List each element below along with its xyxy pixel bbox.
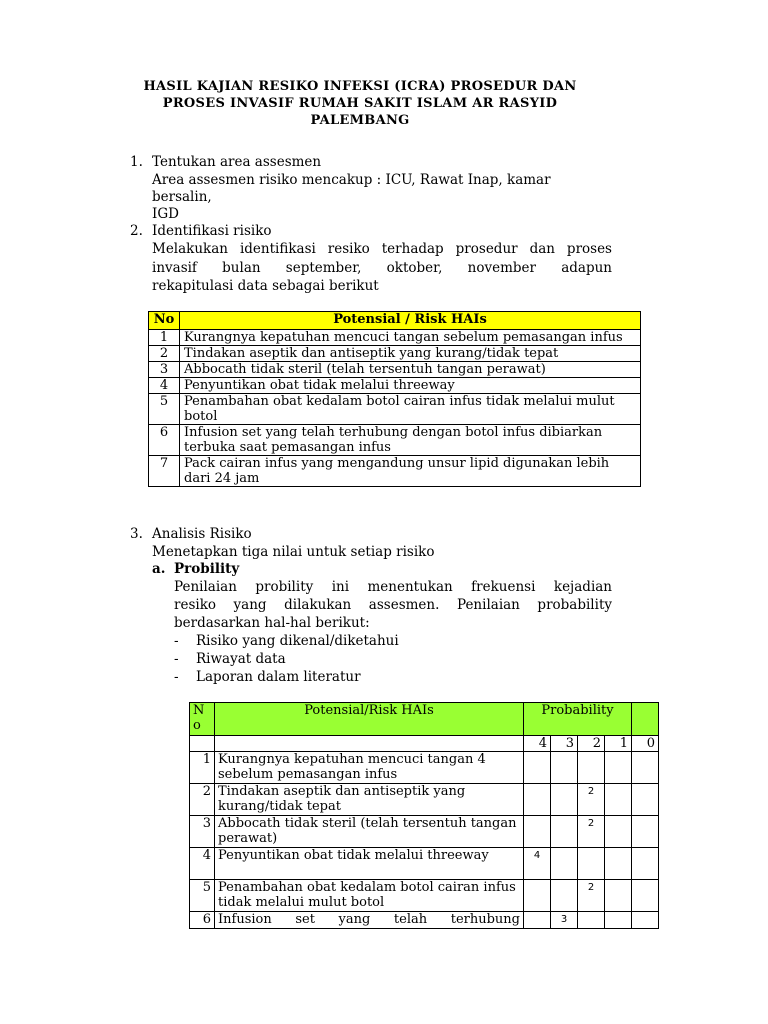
score-4 [524, 912, 551, 929]
section-2-line-2: invasif bulan september, oktober, november adapun [152, 260, 612, 276]
score-1 [605, 848, 632, 880]
row-text: Penyuntikan obat tidak melalui threeway [180, 378, 641, 394]
row-text: Tindakan aseptik dan antiseptik yang kurang/tidak tepat [215, 784, 524, 816]
bullet-item: Laporan dalam literatur [196, 669, 361, 685]
score-4 [524, 880, 551, 912]
row-text: Penambahan obat kedalam botol cairan infus tidak melalui mulut botol [180, 394, 641, 425]
scale-1: 1 [605, 736, 632, 752]
score-4 [524, 784, 551, 816]
bullet-mark: - [174, 669, 179, 685]
probability-table [189, 702, 659, 929]
header-no: No [149, 312, 180, 330]
section-2-line-1: Melakukan identifikasi resiko terhadap prosedur dan proses [152, 241, 612, 257]
section-1-line-3: IGD [152, 206, 179, 222]
table-row [190, 816, 659, 848]
row-text: Penyuntikan obat tidak melalui threeway [215, 848, 524, 880]
title-line-1: HASIL KAJIAN RESIKO INFEKSI (ICRA) PROSEDUR DAN [143, 79, 577, 94]
score-3 [551, 848, 578, 880]
bullet-mark: - [174, 633, 179, 649]
header-probability: Probability [524, 703, 632, 736]
score-1 [605, 752, 632, 784]
section-1-heading: Tentukan area assesmen [152, 154, 322, 170]
table-row [190, 880, 659, 912]
scale-3: 3 [551, 736, 578, 752]
section-3-intro: Menetapkan tiga nilai untuk setiap risiko [152, 544, 435, 560]
score-0 [632, 752, 659, 784]
sub-a-title: Probility [174, 561, 240, 577]
table-row [149, 362, 641, 378]
table-row [149, 394, 641, 425]
row-no: 1 [190, 752, 215, 784]
table-row [149, 378, 641, 394]
scale-2: 2 [578, 736, 605, 752]
title-line-3: PALEMBANG [310, 113, 410, 128]
score-3 [551, 880, 578, 912]
score-0 [632, 848, 659, 880]
score-2 [578, 752, 605, 784]
score-4 [524, 752, 551, 784]
table-row [149, 425, 641, 456]
row-no: 4 [190, 848, 215, 880]
scale-empty [190, 736, 215, 752]
row-no: 4 [149, 378, 180, 394]
row-text: Pack cairan infus yang mengandung unsur lipid digunakan lebih dari 24 jam [180, 456, 641, 487]
score-0 [632, 784, 659, 816]
score-0 [632, 912, 659, 929]
document-title [110, 78, 610, 129]
row-no: 6 [190, 912, 215, 929]
table-row [149, 330, 641, 346]
section-1-number: 1. [130, 154, 143, 170]
score-0 [632, 816, 659, 848]
row-no: 2 [190, 784, 215, 816]
sub-a-label: a. [152, 561, 166, 577]
header-no: N o [190, 703, 215, 736]
table-header-row [190, 703, 659, 736]
row-no: 3 [190, 816, 215, 848]
table-row [190, 848, 659, 880]
score-4: 4 [524, 848, 551, 880]
row-no: 1 [149, 330, 180, 346]
score-2: 2 [578, 880, 605, 912]
section-2-line-3: rekapitulasi data sebagai berikut [152, 278, 379, 294]
table-row [190, 752, 659, 784]
header-risk: Potensial/Risk HAIs [215, 703, 524, 736]
score-1 [605, 784, 632, 816]
table-row [149, 346, 641, 362]
scale-empty [215, 736, 524, 752]
score-2 [578, 912, 605, 929]
section-1-line-2: bersalin, [152, 189, 212, 205]
scale-0: 0 [632, 736, 659, 752]
row-text: Tindakan aseptik dan antiseptik yang kurang/tidak tepat [180, 346, 641, 362]
bullet-item: Risiko yang dikenal/diketahui [196, 633, 399, 649]
score-3 [551, 816, 578, 848]
score-3 [551, 752, 578, 784]
row-text: Kurangnya kepatuhan mencuci tangan sebelum pemasangan infus [180, 330, 641, 346]
para-line-1: Penilaian probility ini menentukan frekuensi kejadian [174, 579, 612, 595]
section-2-heading: Identifikasi risiko [152, 223, 272, 239]
score-3: 3 [551, 912, 578, 929]
scale-4: 4 [524, 736, 551, 752]
row-no: 2 [149, 346, 180, 362]
section-3-heading: Analisis Risiko [152, 526, 252, 542]
table-row [190, 784, 659, 816]
score-0 [632, 880, 659, 912]
row-text: Abbocath tidak steril (telah tersentuh tangan perawat) [180, 362, 641, 378]
score-2: 2 [578, 816, 605, 848]
table-header-row [149, 312, 641, 330]
title-line-2: PROSES INVASIF RUMAH SAKIT ISLAM AR RASYID [162, 96, 558, 111]
row-no: 5 [149, 394, 180, 425]
row-no: 5 [190, 880, 215, 912]
score-1 [605, 912, 632, 929]
row-text: Infusion set yang telah terhubung dengan botol infus dibiarkan terbuka saat pemasangan infus [180, 425, 641, 456]
row-text: Infusion set yang telah terhubung [215, 912, 524, 929]
table-row [190, 912, 659, 929]
score-1 [605, 816, 632, 848]
row-no: 7 [149, 456, 180, 487]
score-2: 2 [578, 784, 605, 816]
section-1-line-1: Area assesmen risiko mencakup : ICU, Rawat Inap, kamar [152, 172, 551, 188]
score-4 [524, 816, 551, 848]
para-line-3: berdasarkan hal-hal berikut: [174, 615, 370, 631]
risk-identification-table [148, 311, 641, 487]
bullet-mark: - [174, 651, 179, 667]
score-1 [605, 880, 632, 912]
score-2 [578, 848, 605, 880]
scale-row [190, 736, 659, 752]
table-row [149, 456, 641, 487]
section-3-number: 3. [130, 526, 143, 542]
score-3 [551, 784, 578, 816]
row-text: Abbocath tidak steril (telah tersentuh tangan perawat) [215, 816, 524, 848]
header-empty [632, 703, 659, 736]
section-2-number: 2. [130, 223, 143, 239]
para-line-2: resiko yang dilakukan assesmen. Penilaian probability [174, 597, 612, 613]
header-risk: Potensial / Risk HAIs [180, 312, 641, 330]
row-no: 6 [149, 425, 180, 456]
row-text: Kurangnya kepatuhan mencuci tangan 4 sebelum pemasangan infus [215, 752, 524, 784]
row-no: 3 [149, 362, 180, 378]
bullet-item: Riwayat data [196, 651, 286, 667]
row-text: Penambahan obat kedalam botol cairan infus tidak melalui mulut botol [215, 880, 524, 912]
